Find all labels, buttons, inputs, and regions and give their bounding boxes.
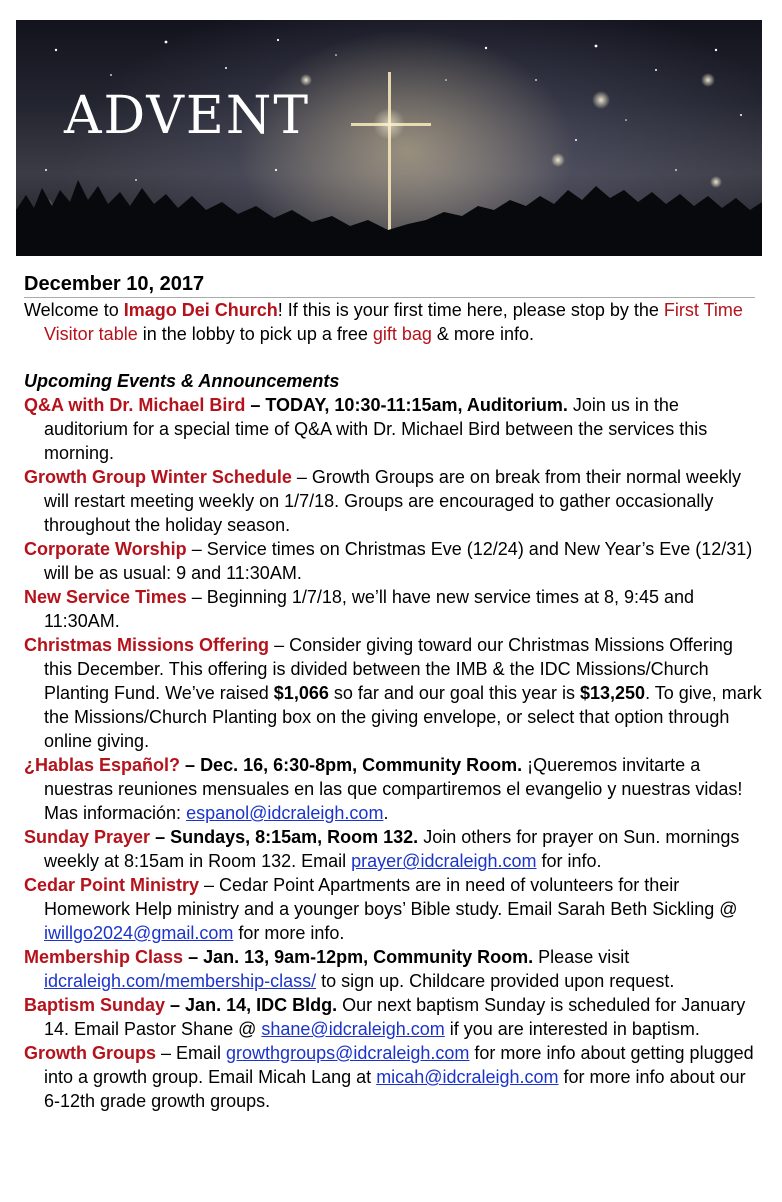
event-baptism-sunday: Baptism Sunday – Jan. 14, IDC Bldg. Our next baptism Sunday is scheduled for January 14. Email Pastor Shane @ shane@idcraleigh.com if you are interested in baptism. — [24, 995, 746, 1039]
gift-bag: gift bag — [372, 324, 432, 344]
banner-title: ADVENT — [64, 86, 311, 146]
event-title: Baptism Sunday — [24, 995, 166, 1015]
event-new-service-times: New Service Times – Beginning 1/7/18, we’ll have new service times at 8, 9:45 and 11:30AM. — [24, 587, 695, 631]
email-link-cedar-point[interactable]: iwillgo2024@gmail.com — [44, 923, 234, 943]
email-link-espanol[interactable]: espanol@idcraleigh.com — [186, 803, 384, 823]
event-winter-schedule: Growth Group Winter Schedule – Growth Groups are on break from their normal weekly will restart meeting weekly on 1/7/18. Groups are encouraged to gather occasionally throughout the holiday season. — [24, 467, 742, 535]
advent-banner — [16, 20, 762, 256]
event-title: Cedar Point Ministry — [24, 875, 200, 895]
event-growth-groups: Growth Groups – Email growthgroups@idcraleigh.com for more info about getting plugged into a growth group. Email Micah Lang at micah@idcraleigh.com for more info about our 6-12th grade growth groups. — [24, 1043, 754, 1111]
bulletin-content — [24, 272, 764, 1113]
event-title: Membership Class — [24, 947, 184, 967]
section-heading: Upcoming Events & Announcements — [24, 371, 340, 391]
event-title: Christmas Missions Offering — [24, 635, 270, 655]
bulletin-date: December 10, 2017 — [24, 272, 755, 298]
event-missions-offering: Christmas Missions Offering – Consider giving toward our Christmas Missions Offering this December. This offering is divided between the IMB & the IDC Missions/Church Planting Fund. We’ve raised $1,066 so far and our goal this year is $13,250. To give, mark the Missions/Church Planting box on the giving envelope, or select that option through online giving. — [24, 635, 762, 751]
email-link-growth-groups[interactable]: growthgroups@idcraleigh.com — [226, 1043, 470, 1063]
membership-class-link[interactable]: idcraleigh.com/membership-class/ — [44, 971, 317, 991]
event-hablas-espanol: ¿Hablas Español? – Dec. 16, 6:30-8pm, Community Room. ¡Queremos invitarte a nuestras reuniones mensuales en las que compartiremos el evangelio y nuestras vidas! Mas información: espanol@idcraleigh.com. — [24, 755, 743, 823]
event-title: Sunday Prayer — [24, 827, 151, 847]
event-cedar-point: Cedar Point Ministry – Cedar Point Apartments are in need of volunteers for their Homework Help ministry and a younger boys’ Bible study. Email Sarah Beth Sickling @ iwillgo2024@gmail.com for more info. — [24, 875, 738, 943]
event-title: ¿Hablas Español? — [24, 755, 181, 775]
event-title: Growth Groups — [24, 1043, 156, 1063]
event-title: New Service Times — [24, 587, 187, 607]
event-title: Growth Group Winter Schedule — [24, 467, 292, 487]
event-corporate-worship: Corporate Worship – Service times on Christmas Eve (12/24) and New Year’s Eve (12/31) will be as usual: 9 and 11:30AM. — [24, 539, 753, 583]
visitor-table: First Time Visitor table — [44, 300, 743, 344]
email-link-baptism[interactable]: shane@idcraleigh.com — [261, 1019, 445, 1039]
event-sunday-prayer: Sunday Prayer – Sundays, 8:15am, Room 132. Join others for prayer on Sun. mornings weekly at 8:15am in Room 132. Email prayer@idcraleigh.com for info. — [24, 827, 740, 871]
event-qa: Q&A with Dr. Michael Bird – TODAY, 10:30-11:15am, Auditorium. Join us in the auditorium for a special time of Q&A with Dr. Michael Bird between the services this morning. — [24, 395, 708, 463]
email-link-micah[interactable]: micah@idcraleigh.com — [376, 1067, 559, 1087]
event-title: Corporate Worship — [24, 539, 187, 559]
email-link-prayer[interactable]: prayer@idcraleigh.com — [351, 851, 537, 871]
welcome-paragraph: Welcome to Imago Dei Church! If this is your first time here, please stop by the First Time Visitor table in the lobby to pick up a free gift bag & more info. — [24, 300, 743, 344]
event-title: Q&A with Dr. Michael Bird — [24, 395, 246, 415]
cross-icon — [351, 72, 431, 240]
event-membership-class: Membership Class – Jan. 13, 9am-12pm, Community Room. Please visit idcraleigh.com/membership-class/ to sign up. Childcare provided upon request. — [24, 947, 675, 991]
church-name: Imago Dei Church — [123, 300, 278, 320]
